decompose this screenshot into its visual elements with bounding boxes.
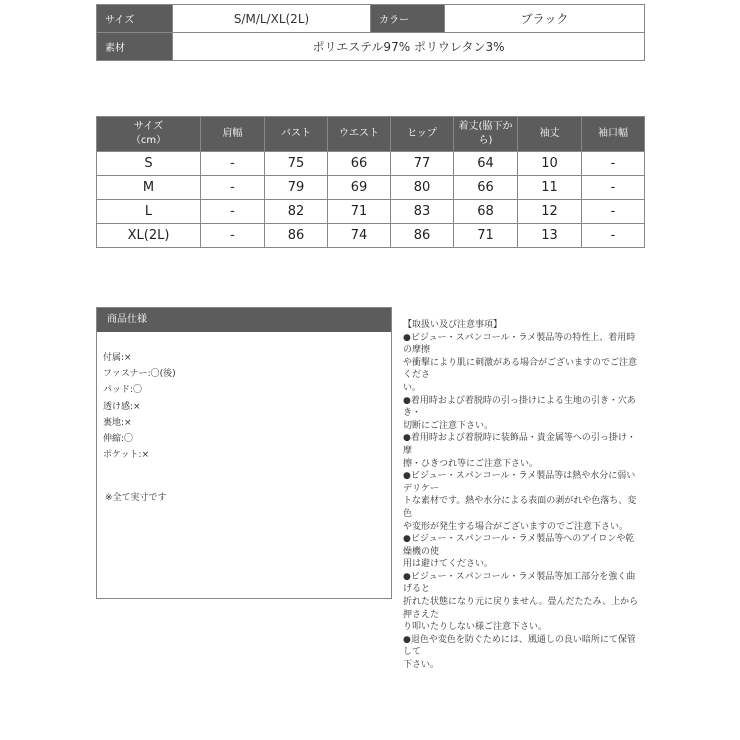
color-value: ブラック xyxy=(445,5,645,33)
table-cell: 69 xyxy=(328,176,391,200)
spec-item-pocket: ポケット:× xyxy=(103,450,150,461)
spec-title: 商品仕様 xyxy=(97,308,391,332)
table-cell: - xyxy=(582,152,645,176)
header-length: 着丈(脇下か ら) xyxy=(454,117,518,152)
table-cell: 13 xyxy=(518,224,582,248)
care-note: ●ビジュー・スパンコール・ラメ製品等は熱や水分に弱いデリケー トな素材です。熱や水分による表面の剥がれや色落ち、変色 や変形が発生する場合がございますのでご注意下さい。 xyxy=(403,471,637,532)
care-note: ●退色や変色を防ぐためには、風通しの良い暗所にて保管して 下さい。 xyxy=(403,634,636,671)
table-cell: - xyxy=(201,200,265,224)
table-cell: 79 xyxy=(265,176,328,200)
table-cell: - xyxy=(201,224,265,248)
table-cell: - xyxy=(582,224,645,248)
spec-item-sheerness: 透け感:× xyxy=(103,401,141,412)
size-chart-table xyxy=(96,116,645,248)
table-cell: 80 xyxy=(391,176,454,200)
table-cell: 71 xyxy=(454,224,518,248)
table-cell: - xyxy=(582,200,645,224)
table-cell: 86 xyxy=(391,224,454,248)
header-size: サイズ （cm） xyxy=(97,117,201,152)
care-note: ●着用時および着脱時の引っ掛けによる生地の引き・穴あき・ 切断にご注意下さい。 xyxy=(403,395,636,431)
care-instructions xyxy=(403,319,643,672)
care-note: ●ビジュー・スパンコール・ラメ製品等へのアイロンや乾燥機の使 用は避けてください。 xyxy=(403,534,635,570)
spec-item-pad: パッド:〇 xyxy=(103,385,143,396)
header-hip: ヒップ xyxy=(391,117,454,152)
table-row xyxy=(97,200,645,224)
table-cell: 86 xyxy=(265,224,328,248)
spec-item-zipper: ファスナー:〇(後) xyxy=(103,369,176,380)
size-header-row xyxy=(97,117,645,152)
table-cell: 10 xyxy=(518,152,582,176)
table-cell: 82 xyxy=(265,200,328,224)
info-row-size-color xyxy=(97,5,645,33)
spec-note: ※全て実寸です xyxy=(105,493,167,503)
table-cell: - xyxy=(201,176,265,200)
spec-list xyxy=(103,350,176,463)
care-note: ●ビジュー・スパンコール・ラメ製品等の特性上、着用時の摩擦 や衝撃により肌に刺激がある場合がございますのでご注意くださ い。 xyxy=(403,332,638,393)
table-cell: 68 xyxy=(454,200,518,224)
header-sleeve: 袖丈 xyxy=(518,117,582,152)
table-cell: 83 xyxy=(391,200,454,224)
table-cell: 74 xyxy=(328,224,391,248)
table-cell: M xyxy=(97,176,201,200)
table-cell: - xyxy=(582,176,645,200)
spec-item-stretch: 伸縮:〇 xyxy=(103,434,134,445)
product-info-table xyxy=(96,4,645,61)
product-spec-box xyxy=(96,307,392,599)
material-value: ポリエステル97% ポリウレタン3% xyxy=(173,33,645,61)
table-cell: 11 xyxy=(518,176,582,200)
table-row xyxy=(97,152,645,176)
table-cell: XL(2L) xyxy=(97,224,201,248)
header-cuff: 袖口幅 xyxy=(582,117,645,152)
table-cell: 77 xyxy=(391,152,454,176)
spec-item-accessories: 付属:× xyxy=(103,353,132,363)
table-cell: 71 xyxy=(328,200,391,224)
table-row xyxy=(97,176,645,200)
info-row-material xyxy=(97,33,645,61)
care-heading: 【取扱い及び注意事項】 xyxy=(403,320,503,330)
table-cell: S xyxy=(97,152,201,176)
table-cell: 12 xyxy=(518,200,582,224)
header-waist: ウエスト xyxy=(328,117,391,152)
table-row xyxy=(97,224,645,248)
table-cell: 66 xyxy=(454,176,518,200)
material-label: 素材 xyxy=(97,33,173,61)
table-cell: L xyxy=(97,200,201,224)
spec-item-lining: 裏地:× xyxy=(103,417,132,428)
table-cell: 64 xyxy=(454,152,518,176)
header-bust: バスト xyxy=(265,117,328,152)
color-label: カラー xyxy=(371,5,445,33)
table-cell: 66 xyxy=(328,152,391,176)
care-note: ●ビジュー・スパンコール・ラメ製品等加工部分を強く曲げると 折れた状態になり元に戻りません。畳んだたたみ、上から押さえた り叩いたりしない様ご注意下さい。 xyxy=(403,571,639,633)
table-cell: 75 xyxy=(265,152,328,176)
header-shoulder: 肩幅 xyxy=(201,117,265,152)
table-cell: - xyxy=(201,152,265,176)
size-label: サイズ xyxy=(97,5,173,33)
size-value: S/M/L/XL(2L) xyxy=(173,5,371,33)
care-note: ●着用時および着脱時に装飾品・貴金属等への引っ掛け・摩 擦・ひきつれ等にご注意下さい。 xyxy=(403,433,636,469)
